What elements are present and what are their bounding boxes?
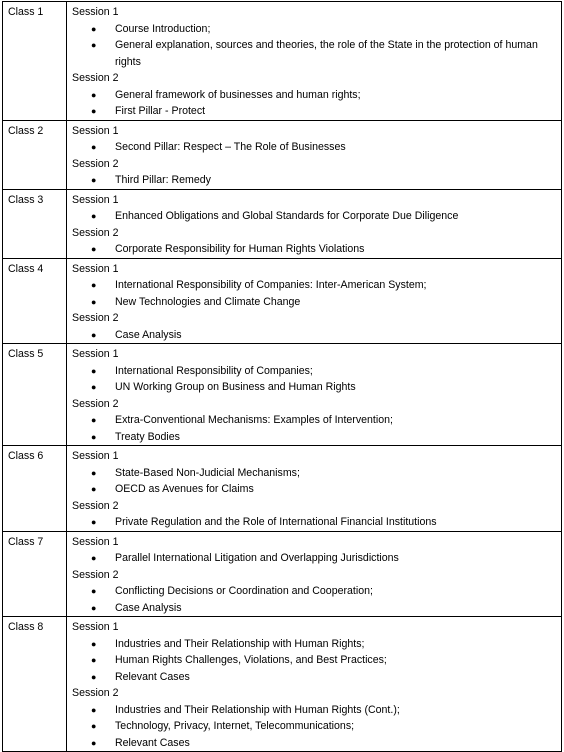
- session-topics: [72, 139, 557, 156]
- bullet-icon: ●: [91, 280, 97, 290]
- topic-item: [72, 550, 557, 567]
- session-topics: [72, 636, 557, 686]
- topic-text: Technology, Privacy, Internet, Telecommunications;: [115, 720, 355, 732]
- topic-item: [72, 481, 557, 498]
- session-topics: [72, 550, 557, 567]
- class-sessions: [67, 344, 562, 446]
- topic-item: [72, 600, 557, 617]
- topic-item: [72, 241, 557, 258]
- session-topics: [72, 583, 557, 616]
- topic-text: Industries and Their Relationship with Human Rights (Cont.);: [115, 703, 400, 716]
- class-sessions: [67, 189, 562, 258]
- session-label: Session 1: [72, 124, 119, 137]
- bullet-icon: ●: [91, 638, 97, 649]
- class-sessions: [67, 531, 562, 617]
- bullet-icon: ●: [91, 671, 97, 682]
- topic-item: [72, 208, 557, 225]
- bullet-icon: ●: [91, 517, 97, 527]
- topic-text: Course Introduction;: [115, 22, 211, 35]
- session-label: Session 2: [72, 499, 119, 512]
- topic-text: UN Working Group on Business and Human Rights: [115, 381, 356, 393]
- topic-item: [72, 37, 557, 70]
- topic-text: Parallel International Litigation and Overlapping Jurisdictions: [115, 552, 399, 564]
- session-topics: [72, 172, 557, 189]
- bullet-icon: ●: [91, 431, 97, 442]
- session-topics: [72, 241, 557, 258]
- class-row: [3, 617, 562, 752]
- session-label: Session 2: [72, 568, 119, 581]
- class-label: Class 1: [3, 2, 67, 121]
- bullet-icon: ●: [91, 737, 97, 748]
- session-label: Session 1: [72, 6, 119, 18]
- bullet-icon: ●: [91, 142, 97, 152]
- topic-text: Corporate Responsibility for Human Rights Violations: [115, 243, 365, 255]
- session-topics: [72, 327, 557, 344]
- bullet-icon: ●: [91, 655, 97, 665]
- topic-text: OECD as Avenues for Claims: [115, 483, 254, 495]
- session-label: Session 2: [72, 687, 119, 699]
- schedule-body: [3, 2, 562, 752]
- bullet-icon: ●: [91, 40, 97, 50]
- bullet-icon: ●: [91, 704, 97, 715]
- topic-text: State-Based Non-Judicial Mechanisms;: [115, 466, 300, 479]
- bullet-icon: ●: [91, 244, 97, 254]
- topic-text: First Pillar - Protect: [115, 105, 206, 117]
- topic-item: [72, 103, 557, 120]
- class-label: Class 4: [3, 258, 67, 344]
- class-row: [3, 531, 562, 617]
- topic-text: Human Rights Challenges, Violations, and Best Practices;: [115, 654, 387, 666]
- bullet-icon: ●: [91, 23, 97, 34]
- topic-text: Case Analysis: [115, 328, 182, 341]
- bullet-icon: ●: [91, 602, 97, 613]
- topic-item: [72, 652, 557, 669]
- class-row: [3, 258, 562, 344]
- topic-text: General framework of businesses and human rights;: [115, 88, 361, 101]
- topic-item: [72, 669, 557, 686]
- class-row: [3, 344, 562, 446]
- topic-item: [72, 139, 557, 156]
- topic-text: Private Regulation and the Role of International Financial Institutions: [115, 516, 437, 528]
- topic-item: [72, 327, 557, 344]
- session-label: Session 1: [72, 193, 119, 206]
- session-topics: [72, 21, 557, 71]
- session-label: Session 2: [72, 72, 119, 84]
- session-topics: [72, 465, 557, 498]
- session-label: Session 1: [72, 262, 119, 275]
- class-label: Class 2: [3, 120, 67, 189]
- session-label: Session 2: [72, 397, 119, 410]
- session-topics: [72, 514, 557, 531]
- class-label: Class 6: [3, 446, 67, 532]
- bullet-icon: ●: [91, 329, 97, 340]
- topic-item: [72, 429, 557, 446]
- session-label: Session 1: [72, 450, 119, 462]
- class-sessions: [67, 446, 562, 532]
- topic-item: [72, 636, 557, 653]
- bullet-icon: ●: [91, 467, 97, 478]
- bullet-icon: ●: [91, 175, 97, 185]
- class-sessions: [67, 2, 562, 121]
- bullet-icon: ●: [91, 89, 97, 100]
- bullet-icon: ●: [91, 721, 97, 731]
- topic-text: Relevant Cases: [115, 736, 190, 749]
- topic-text: Treaty Bodies: [115, 430, 180, 443]
- bullet-icon: ●: [91, 106, 97, 116]
- class-sessions: [67, 617, 562, 752]
- topic-item: [72, 379, 557, 396]
- topic-item: [72, 172, 557, 189]
- bullet-icon: ●: [91, 484, 97, 494]
- topic-text: International Responsibility of Companies;: [115, 364, 313, 377]
- class-sessions: [67, 258, 562, 344]
- topic-item: [72, 21, 557, 38]
- bullet-icon: ●: [91, 415, 97, 425]
- class-label: Class 8: [3, 617, 67, 752]
- class-row: [3, 446, 562, 532]
- topic-text: Relevant Cases: [115, 670, 190, 683]
- topic-item: [72, 702, 557, 719]
- topic-text: Extra-Conventional Mechanisms: Examples of Intervention;: [115, 414, 393, 426]
- session-label: Session 1: [72, 348, 119, 360]
- topic-text: International Responsibility of Companies: Inter-American System;: [115, 279, 427, 291]
- topic-item: [72, 514, 557, 531]
- topic-item: [72, 465, 557, 482]
- bullet-icon: ●: [91, 211, 97, 221]
- course-schedule-table: [2, 1, 562, 752]
- topic-text: Industries and Their Relationship with Human Rights;: [115, 637, 365, 650]
- session-topics: [72, 702, 557, 752]
- topic-item: [72, 294, 557, 311]
- topic-item: [72, 583, 557, 600]
- bullet-icon: ●: [91, 553, 97, 563]
- topic-item: [72, 277, 557, 294]
- session-topics: [72, 87, 557, 120]
- topic-item: [72, 735, 557, 752]
- topic-text: Third Pillar: Remedy: [115, 174, 211, 186]
- topic-item: [72, 87, 557, 104]
- topic-item: [72, 412, 557, 429]
- topic-text: Case Analysis: [115, 601, 182, 614]
- bullet-icon: ●: [91, 586, 97, 596]
- class-sessions: [67, 120, 562, 189]
- session-topics: [72, 363, 557, 396]
- bullet-icon: ●: [91, 382, 97, 392]
- class-row: [3, 120, 562, 189]
- class-label: Class 7: [3, 531, 67, 617]
- topic-text: General explanation, sources and theories, the role of the State in the protection of human rights: [115, 39, 538, 68]
- session-topics: [72, 208, 557, 225]
- bullet-icon: ●: [91, 296, 97, 307]
- class-label: Class 5: [3, 344, 67, 446]
- session-label: Session 1: [72, 621, 119, 633]
- topic-text: Conflicting Decisions or Coordination and Cooperation;: [115, 585, 373, 597]
- topic-text: New Technologies and Climate Change: [115, 295, 301, 308]
- topic-text: Enhanced Obligations and Global Standards for Corporate Due Diligence: [115, 210, 459, 222]
- session-topics: [72, 277, 557, 310]
- session-topics: [72, 412, 557, 445]
- bullet-icon: ●: [91, 365, 97, 376]
- class-label: Class 3: [3, 189, 67, 258]
- topic-item: [72, 363, 557, 380]
- session-label: Session 1: [72, 535, 119, 548]
- session-label: Session 2: [72, 157, 119, 170]
- class-row: [3, 2, 562, 121]
- session-label: Session 2: [72, 226, 119, 239]
- session-label: Session 2: [72, 312, 119, 324]
- topic-item: [72, 718, 557, 735]
- class-row: [3, 189, 562, 258]
- topic-text: Second Pillar: Respect – The Role of Businesses: [115, 141, 346, 153]
